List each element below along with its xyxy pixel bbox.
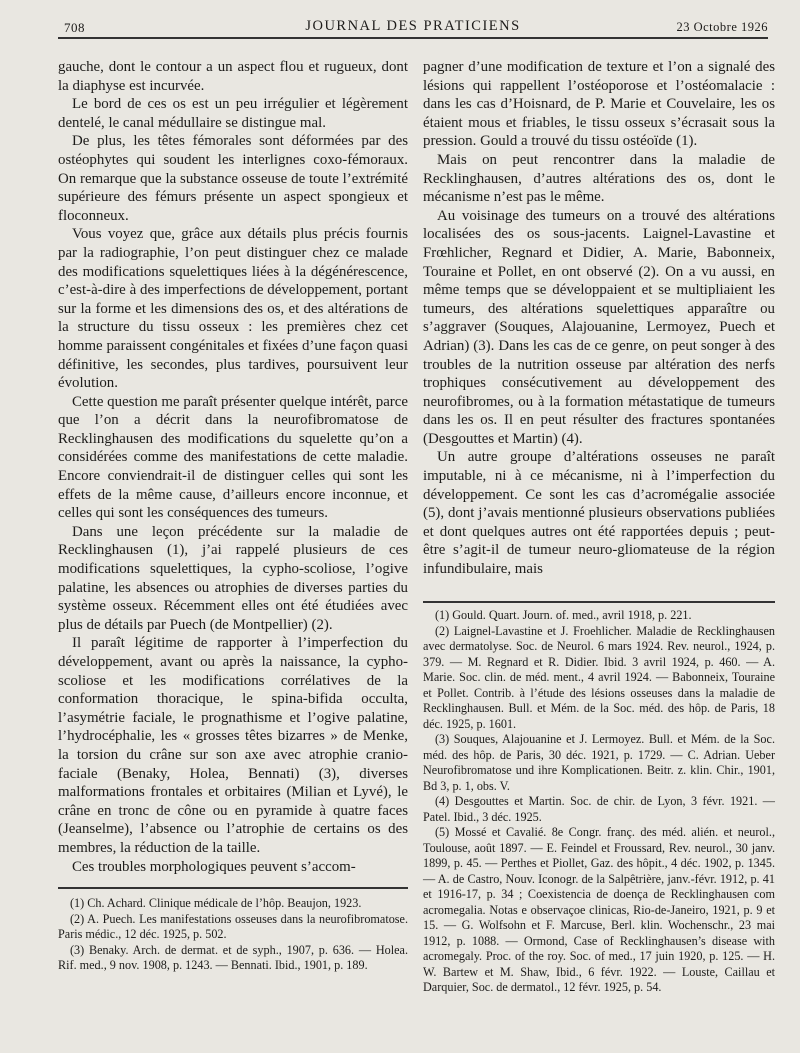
- running-header: [58, 14, 768, 36]
- paragraph: Ces troubles morphologiques peuvent s’accom-: [72, 858, 356, 875]
- paragraph: pagner d’une modification de texture et l’on a signalé des lésions qui rappellent l’ostéoporose et l’ostéomalacie : dans les cas d’Hoisnard, de P. Marie et Couvelaire, les os étaient mous et friables, le tissu osseux s’écrasait sous la pression. Gould a trouvé du tissu ostéoïde (1).: [423, 59, 775, 150]
- footnote-rule-left: [58, 887, 408, 889]
- paragraph: Cette question me paraît présenter quelque intérêt, parce que l’on a décrit dans la neurofibromatose de Recklinghausen des modifications du squelette qu’on a considérées comme des manifestations de cette maladie. Encore conviendrait-il de distinguer celles qui sont les effets de la même cause, d’ailleurs encore inconnue, et celles qui sont les conséquences des tumeurs.: [58, 393, 408, 522]
- journal-title: JOURNAL DES PRATICIENS: [305, 18, 521, 34]
- paragraph: Au voisinage des tumeurs on a trouvé des altérations localisées des os sous-jacents. Laignel-Lavastine et Frœhlicher, Regnard et Didier, A. Marie, Babonneix, Touraine et Pollet, en ont observé (2). On a vu aussi, en même temps que se développaient et se multipliaient les tumeurs, des altérations squelettiques apparaître ou s’aggraver (Souques, Alajouanine, Lermoyez, Puech et Adrian) (3). Dans les cas de ce genre, on peut songer à des troubles de la nutrition osseuse par altération des nerfs trophiques consécutivement au développement des neurofibromes, ou à la formation métastatique de tumeurs dans les os. Il en peut résulter des fractures spontanées (Desgouttes et Martin) (4).: [423, 207, 775, 447]
- paragraph: Mais on peut rencontrer dans la maladie de Recklinghausen, d’autres altérations des os, dont le mécanisme n’est pas le même.: [423, 151, 775, 206]
- paragraph: Il paraît légitime de rapporter à l’imperfection du développement, avant ou après la naissance, la cypho-scoliose et les modifications corrélatives de la conformation thoracique, le spina-bifida occulta, l’asymétrie faciale, le prognathisme et l’ogive palatine, l’hydrocéphalie, les « grosses têtes bizarres » de Menke, la torsion du crâne sur son axe avec atrophie cranio-faciale (Benaky, Holea, Bennati) (3), diverses malformations frontales et orbitaires (Milian et Lyvé), le crâne en tronc de cône ou en pyramide à quatre faces (Jeanselme), l’absence ou l’atrophie de certains os des membres, la réduction de la taille.: [58, 635, 408, 856]
- left-column: [58, 58, 408, 876]
- right-column: [423, 58, 775, 579]
- header-rule: [58, 37, 768, 39]
- footnote: (1) Gould. Quart. Journ. of. med., avril 1918, p. 221.: [435, 608, 692, 622]
- paragraph: gauche, dont le contour a un aspect flou et rugueux, dont la diaphyse est incurvée.: [58, 59, 408, 94]
- footnote: (4) Desgouttes et Martin. Soc. de chir. de Lyon, 3 févr. 1921. — Patel. Ibid., 3 déc. 1925.: [423, 794, 775, 824]
- paragraph: Dans une leçon précédente sur la maladie de Recklinghausen (1), j’ai rappelé plusieurs de ces modifications squelettiques, la cypho-scoliose, l’ogive palatine, les absences ou atrophies de diverses parties du système osseux. Récemment elles ont été étudiées avec plus de détails par Puech (de Montpellier) (2).: [58, 523, 408, 633]
- paragraph: Vous voyez que, grâce aux détails plus précis fournis par la radiographie, l’on peut distinguer chez ce malade des modifications squelettiques liées à la dégénérescence, c’est-à-dire à des imperfections de développement, portant sur la forme et les dimensions des os, et des altérations de la structure du tissu osseux : les premières chez cet homme paraissent congénitales et fixées d’une façon quasi définitive, les secondes, plus tardives, poursuivent leur évolution.: [58, 226, 408, 392]
- footnote: (2) Laignel-Lavastine et J. Froehlicher. Maladie de Recklinghausen avec dermatolyse. Soc. de Neurol. 6 mars 1924. Rev. neurol., 1924, p. 379. — M. Regnard et R. Didier. Ibid. 3 avril 1924, p. 460. — A. Marie. Soc. clin. de méd. ment., 4 avril 1924. — Babonneix, Touraine et Pollet. Contrib. à l’étude des lésions osseuses dans la maladie de Recklinghausen. Bull. et Mém. de la Soc. méd. des hôp. de Paris, 18 déc. 1925, p. 1601.: [423, 623, 775, 731]
- footnote: (2) A. Puech. Les manifestations osseuses dans la neurofibromatose. Paris médic., 12 déc. 1925, p. 502.: [58, 911, 408, 941]
- footnote: (5) Mossé et Cavalié. 8e Congr. franç. des méd. alién. et neurol., Toulouse, août 1897. — E. Feindel et Froussard, Rev. neurol., 30 janv. 1899, p. 45. — Perthes et Piollet, Gaz. des hôpit., 4 déc. 1902, p. 1345. — A. de Castro, Nouv. Iconogr. de la Salpêtrière, janv.-févr. 1912, p. 41 et 1916-17, p. 34 ; Coexistencia de doença de Recklinghausen com acromegalia. Notas e observaçoe clinicas, Rio-de-Janeiro, 1921, p. 9 et 15. — G. Wolfsohn et F. Marcuse, Berl. klin. Wochenschr., 23 mai 1912, p. 1088. — Ormond, Case of Recklinghausen’s disease with acromegaly. Proc. of the roy. Soc. of med., 17 juin 1920, p. 125. — H. W. Bartew et M. Shaw, Ibid., 6 févr. 1922. — Louste, Caillau et Darquier, Soc. de dermatol., 12 févr. 1925, p. 54.: [423, 825, 775, 994]
- footnotes-left: [58, 896, 408, 974]
- issue-date: 23 Octobre 1926: [676, 20, 768, 34]
- footnote-rule-right: [423, 601, 775, 603]
- footnotes-right: [423, 608, 775, 996]
- footnote: (1) Ch. Achard. Clinique médicale de l’hôp. Beaujon, 1923.: [70, 896, 362, 910]
- footnote: (3) Benaky. Arch. de dermat. et de syph., 1907, p. 636. — Holea. Rif. med., 9 nov. 1908, p. 1243. — Bennati. Ibid., 1901, p. 189.: [58, 942, 408, 972]
- footnote: (3) Souques, Alajouanine et J. Lermoyez. Bull. et Mém. de la Soc. méd. des hôp. de Paris, 30 déc. 1921, p. 1729. — C. Adrian. Ueber Neurofibromatose und ihre Komplicationen. Beitr. z. klin. Chir., 1901, Bd 3, p. 1, obs. V.: [423, 732, 775, 793]
- page-number: 708: [64, 20, 85, 35]
- paragraph: De plus, les têtes fémorales sont déformées par des ostéophytes qui soudent les interlignes coxo-fémoraux. On remarque que la substance osseuse de toute l’extrémité supérieure des fémurs présente un aspect spongieux et floconneux.: [58, 133, 408, 224]
- paragraph: Le bord de ces os est un peu irrégulier et légèrement dentelé, le canal médullaire se distingue mal.: [58, 96, 408, 131]
- paragraph: Un autre groupe d’altérations osseuses ne paraît imputable, ni à ce mécanisme, ni à l’imperfection du développement. Ce sont les cas d’acromégalie associée (5), dont j’avais mentionné plusieurs observations publiées et dont quelques autres ont été rapportées depuis ; peut-être s’agit-il de tumeur neuro-gliomateuse de la région infundibulaire, mais: [423, 449, 775, 578]
